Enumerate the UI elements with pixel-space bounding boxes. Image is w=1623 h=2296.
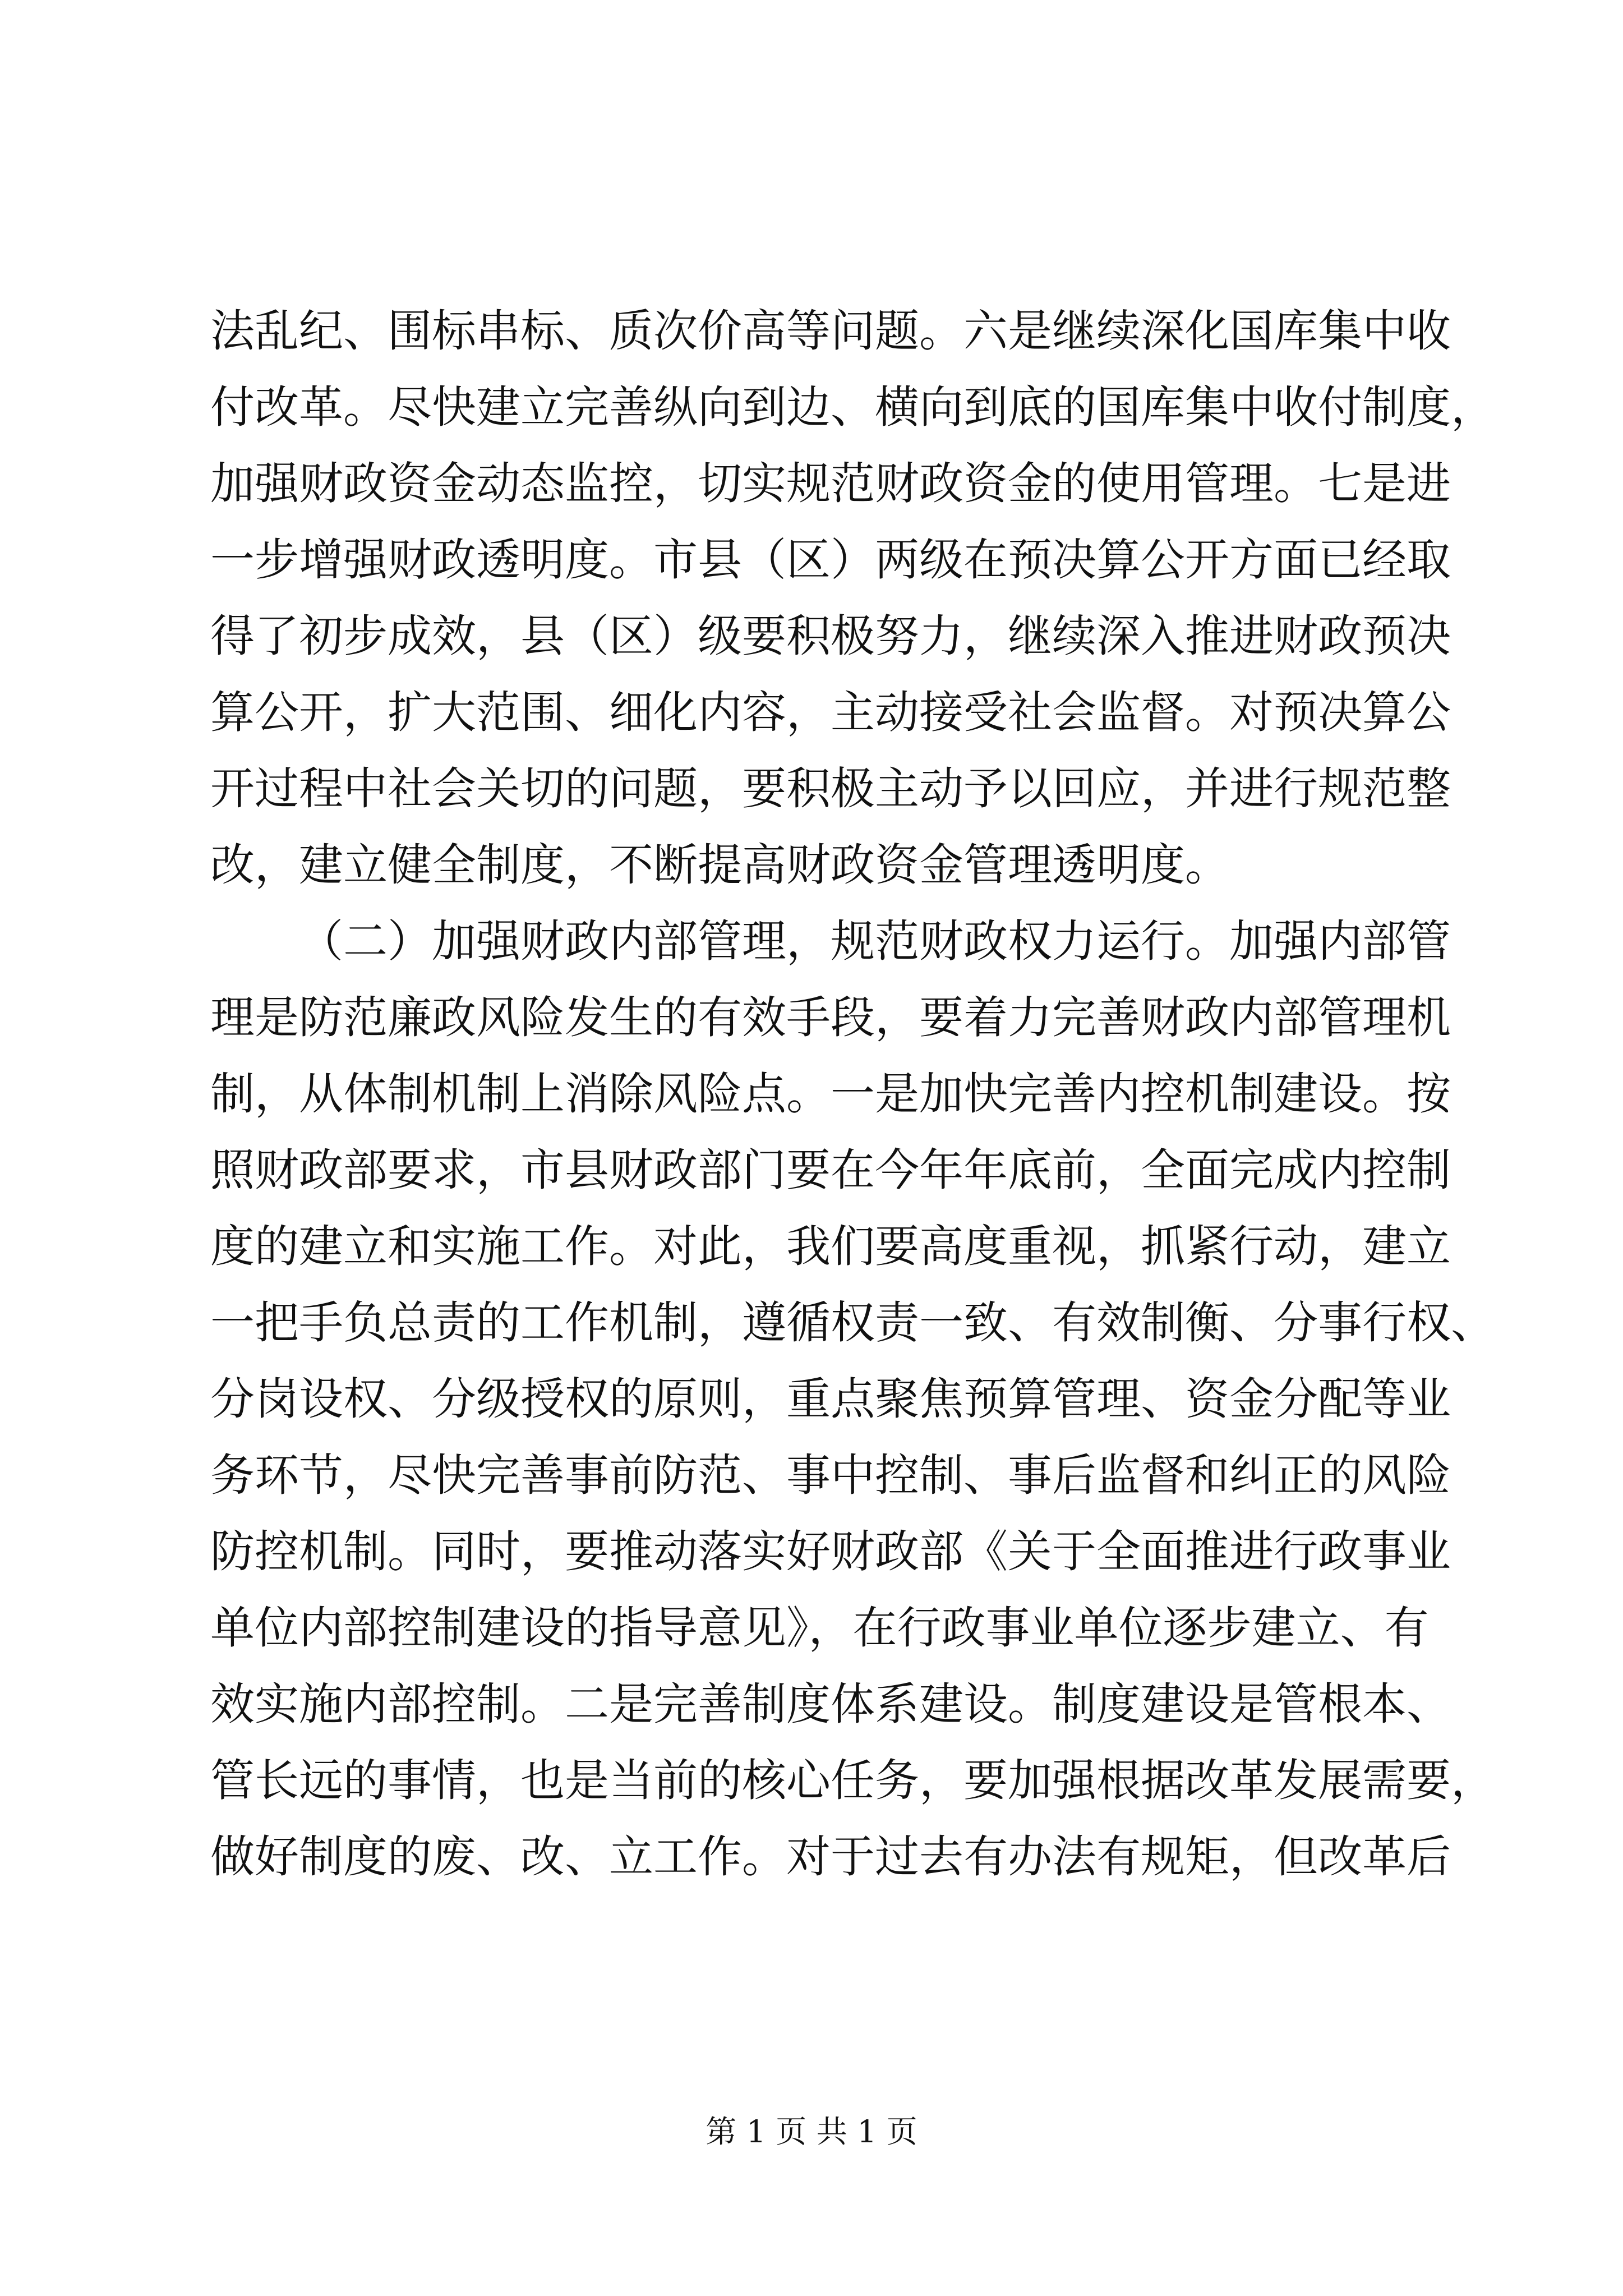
text-line: 单位内部控制建设的指导意见》，在行政事业单位逐步建立、有 — [210, 1602, 1429, 1654]
text-line: 理是防范廉政风险发生的有效手段，要着力完善财政内部管理机 — [210, 992, 1451, 1043]
text-line: 一把手负总责的工作机制，遵循权责一致、有效制衡、分事行权、 — [210, 1297, 1495, 1349]
text-line: 一步增强财政透明度。市县（区）两级在预决算公开方面已经取 — [210, 534, 1451, 586]
text-line: 分岗设权、分级授权的原则，重点聚焦预算管理、资金分配等业 — [210, 1373, 1451, 1425]
text-line: 效实施内部控制。二是完善制度体系建设。制度建设是管根本、 — [210, 1678, 1451, 1730]
text-line: 得了初步成效，县（区）级要积极努力，继续深入推进财政预决 — [210, 610, 1451, 662]
text-line: 法乱纪、围标串标、质次价高等问题。六是继续深化国库集中收 — [210, 305, 1451, 357]
text-line: 算公开，扩大范围、细化内容，主动接受社会监督。对预决算公 — [210, 687, 1451, 738]
text-line: 加强财政资金动态监控，切实规范财政资金的使用管理。七是进 — [210, 458, 1451, 509]
text-line: 改，建立健全制度，不断提高财政资金管理透明度。 — [210, 839, 1229, 891]
page-number-footer: 第 1 页 共 1 页 — [706, 2114, 917, 2150]
text-line: 付改革。尽快建立完善纵向到边、横向到底的国库集中收付制度， — [210, 381, 1495, 433]
text-line: 防控机制。同时，要推动落实好财政部《关于全面推进行政事业 — [210, 1526, 1451, 1577]
text-line: 务环节，尽快完善事前防范、事中控制、事后监督和纠正的风险 — [210, 1450, 1451, 1501]
text-line: 开过程中社会关切的问题，要积极主动予以回应，并进行规范整 — [210, 763, 1451, 815]
section-heading-line: （二）加强财政内部管理，规范财政权力运行。加强内部管 — [299, 915, 1451, 967]
text-line: 度的建立和实施工作。对此，我们要高度重视，抓紧行动，建立 — [210, 1221, 1451, 1272]
text-line: 照财政部要求，市县财政部门要在今年年底前，全面完成内控制 — [210, 1144, 1451, 1196]
text-line: 制，从体制机制上消除风险点。一是加快完善内控机制建设。按 — [210, 1068, 1451, 1120]
text-line: 做好制度的废、改、立工作。对于过去有办法有规矩，但改革后 — [210, 1831, 1451, 1883]
text-line: 管长远的事情，也是当前的核心任务，要加强根据改革发展需要， — [210, 1755, 1495, 1806]
